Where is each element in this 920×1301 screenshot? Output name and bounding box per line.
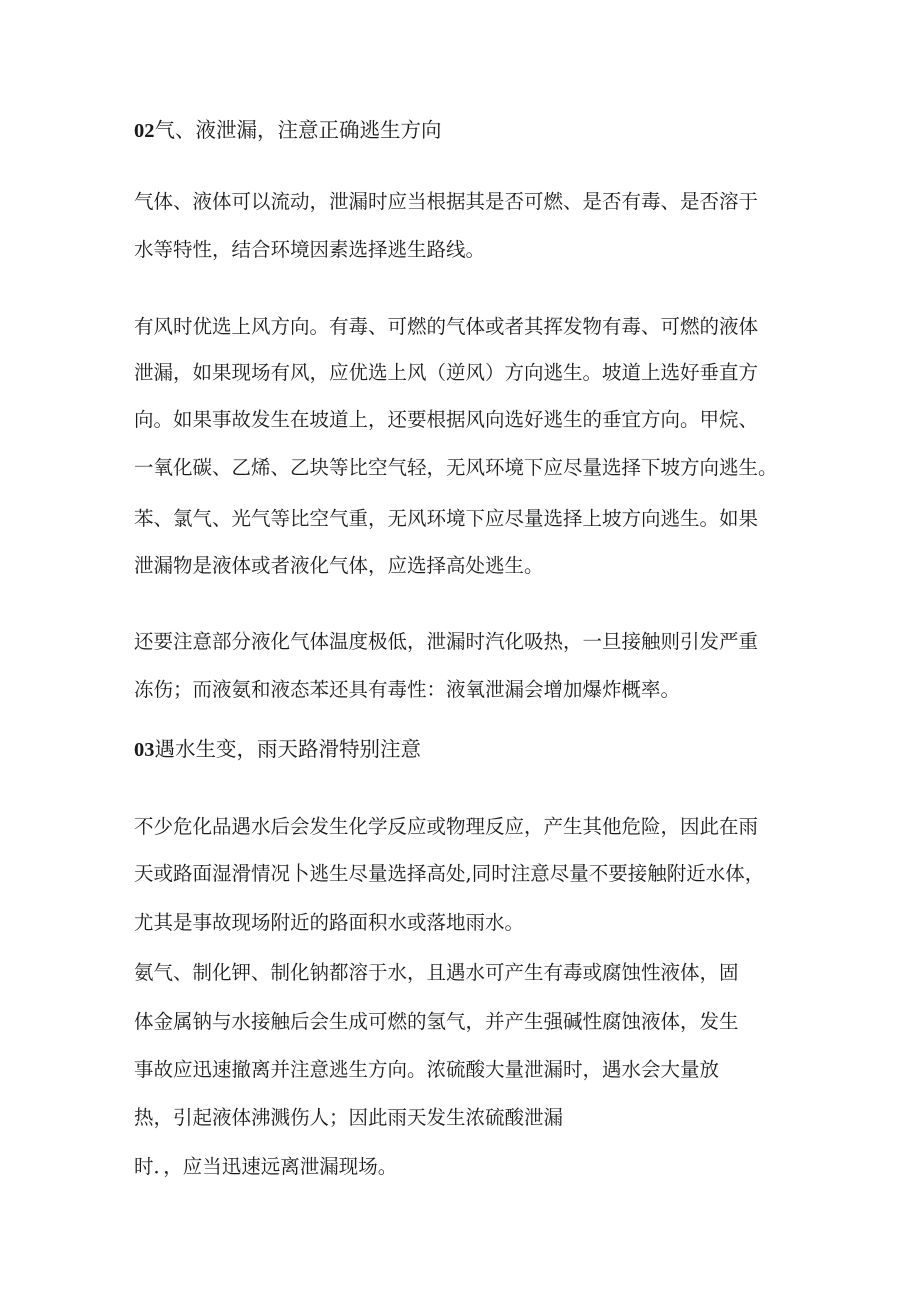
section-02-heading xyxy=(134,115,442,146)
section-03-title: 遇水生变，雨天路滑特别注意 xyxy=(154,737,421,761)
paragraph-line: 体金属钠与水接触后会生成可燃的氢气，并产生强碱性腐蚀液体，发生 xyxy=(134,1010,739,1033)
section-03-heading xyxy=(134,734,421,765)
section-02-title: 气、液泄漏，注意正确逃生方向 xyxy=(154,118,442,142)
paragraph-line: 水等特性，结合环境因素选择逃生路线。 xyxy=(134,238,486,261)
paragraph-line: 氨气、制化钾、制化钠都溶于水，且遇水可产生有毒或腐蚀性液体，固 xyxy=(134,961,739,984)
paragraph-line: 还要注意部分液化气体温度极低，泄漏时汽化吸热，一旦接触则引发严重 xyxy=(134,630,759,653)
paragraph-line: 泄漏，如果现场有风，应优选上风（逆风）方向逃生。坡道上选好垂直方 xyxy=(134,361,759,384)
paragraph-line: 事故应迅速撤离并注意逃生方向。浓硫酸大量泄漏时，遇水会大量放 xyxy=(134,1058,720,1081)
paragraph-line: 时．，应当迅速远离泄漏现场。 xyxy=(134,1155,398,1178)
section-03-number: 03 xyxy=(134,739,155,761)
paragraph-line: 天或路面湿滑情况卜逃生尽量选择高处,同时注意尽量不要接触附近水体， xyxy=(134,862,765,885)
paragraph-line: 向。如果事故发生在坡道上，还要根据风向选好逃生的垂宜方向。甲烷、 xyxy=(134,408,759,431)
paragraph-line: 不少危化品遇水后会发生化学反应或物理反应，产生其他危险，因此在雨 xyxy=(134,815,759,838)
paragraph-line: 泄漏物是液体或者液化气体，应选择高处逃生。 xyxy=(134,554,544,577)
paragraph-line: 一氧化碳、乙烯、乙块等比空气轻，无风环境下应尽量选择下坡方向逃生。 xyxy=(134,456,778,479)
paragraph-line: 尤其是事故现场附近的路面积水或落地雨水。 xyxy=(134,911,525,934)
section-02-number: 02 xyxy=(134,120,155,142)
paragraph-line: 有风时优选上风方向。有毒、可燃的气体或者其挥发物有毒、可燃的液体 xyxy=(134,315,759,338)
paragraph-line: 苯、氯气、光气等比空气重，无风环境下应尽量选择上坡方向逃生。如果 xyxy=(134,507,759,530)
paragraph-line: 气体、液体可以流动，泄漏时应当根据其是否可燃、是否有毒、是否溶于 xyxy=(134,190,759,213)
paragraph-line: 冻伤；而液氨和液态苯还具有毒性：液氧泄漏会增加爆炸概率。 xyxy=(134,678,681,701)
paragraph-line: 热，引起液体沸溅伤人；因此雨天发生浓硫酸泄漏 xyxy=(134,1106,564,1129)
